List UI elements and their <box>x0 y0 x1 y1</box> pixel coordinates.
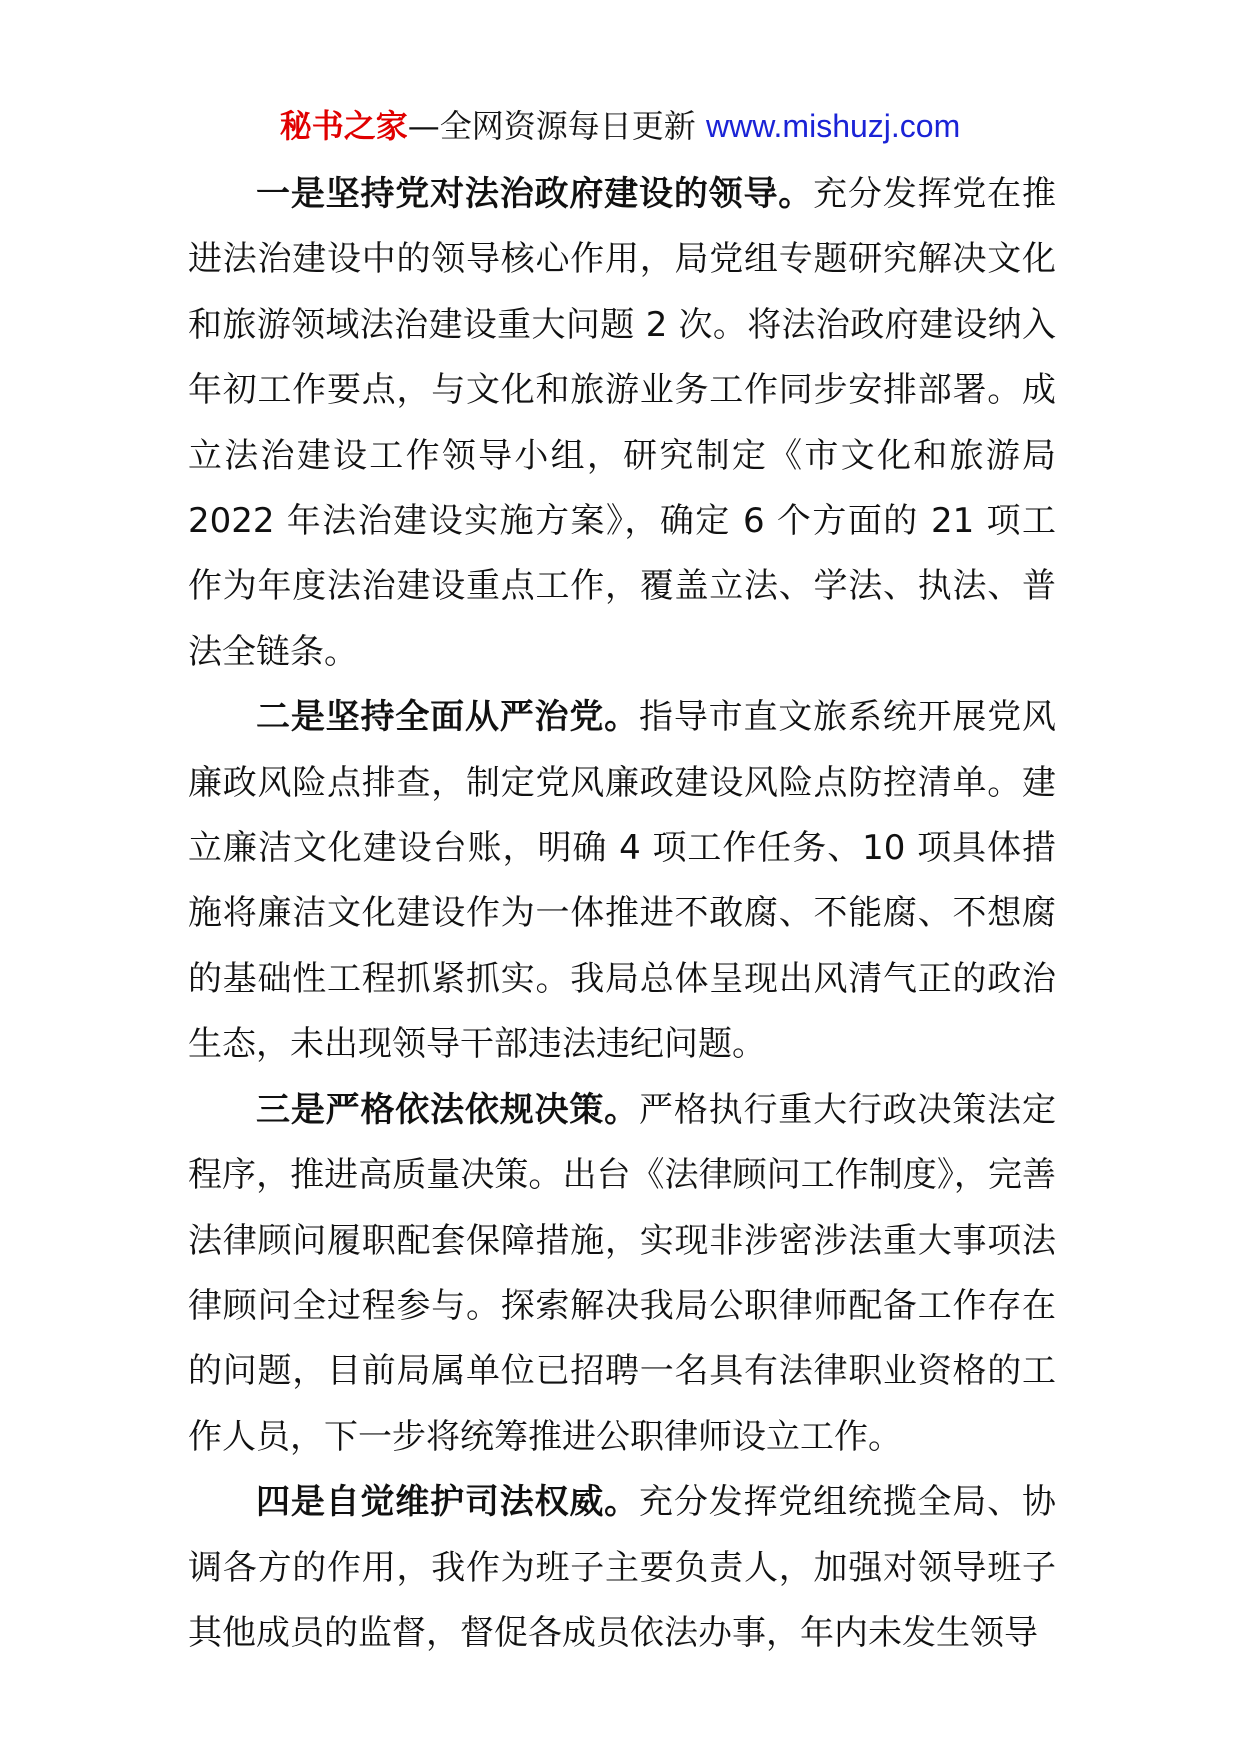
site-url-link[interactable]: www.mishuzj.com <box>705 108 961 144</box>
header-slogan: —全网资源每日更新 <box>407 107 696 145</box>
paragraph-1-text: 充分发挥党在推进法治建设中的领导核心作用，局党组专题研究解决文化和旅游领域法治建设重大问题 2 次。将法治政府建设纳入年初工作要点，与文化和旅游业务工作同步安排部署。成立法治建设工作领导小组，研究制定《市文化和旅游局 2022 年法治建设实施方案》，确定 6 个方面的 21 项工作为年度法治建设重点工作，覆盖立法、学法、执法、普法全链条。 <box>188 174 1057 672</box>
paragraph-3-text: 严格执行重大行政决策法定程序，推进高质量决策。出台《法律顾问工作制度》，完善法律顾问履职配套保障措施，实现非涉密涉法重大事项法律顾问全过程参与。探索解决我局公职律师配备工作存在的问题，目前局属单位已招聘一名具有法律职业资格的工作人员，下一步将统筹推进公职律师设立工作。 <box>188 1089 1056 1457</box>
paragraph-4-lead: 四是自觉维护司法权威。 <box>256 1482 639 1523</box>
paragraph-2 <box>188 685 1056 1077</box>
paragraph-4 <box>188 1470 1056 1666</box>
paragraph-1-lead: 一是坚持党对法治政府建设的领导。 <box>256 174 814 214</box>
document-body <box>188 162 1056 1666</box>
paragraph-1 <box>188 162 1056 685</box>
brand-name: 秘书之家 <box>279 107 408 145</box>
paragraph-3 <box>188 1078 1056 1470</box>
site-header <box>0 102 1240 150</box>
paragraph-2-lead: 二是坚持全面从严治党。 <box>256 697 639 738</box>
paragraph-2-text: 指导市直文旅系统开展党风廉政风险点排查，制定党风廉政建设风险点防控清单。建立廉洁文化建设台账，明确 4 项工作任务、10 项具体措施将廉洁文化建设作为一体推进不敢腐、不能腐、不想腐的基础性工程抓紧抓实。我局总体呈现出风清气正的政治生态，未出现领导干部违法违纪问题。 <box>188 697 1056 1065</box>
paragraph-4-text: 充分发挥党组统揽全局、协调各方的作用，我作为班子主要负责人，加强对领导班子其他成员的监督，督促各成员依法办事，年内未发生领导 <box>188 1482 1056 1653</box>
paragraph-3-lead: 三是严格依法依规决策。 <box>256 1089 639 1130</box>
